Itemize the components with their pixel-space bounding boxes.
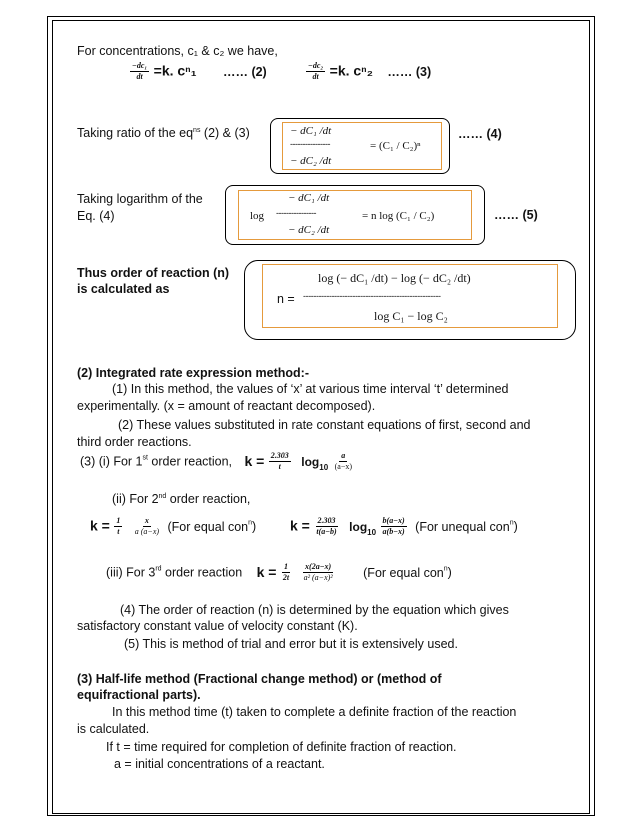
- log-dash: ----------------: [276, 208, 316, 218]
- log-bottom: − dC₂ /dt: [288, 224, 330, 236]
- method2-heading: (2) Integrated rate expression method:-: [77, 366, 309, 380]
- order-n-eq: n =: [277, 292, 295, 306]
- eq3-numerator: −dc₂: [308, 61, 324, 70]
- first-base: 10: [319, 462, 329, 472]
- first-den: t: [278, 462, 281, 471]
- second-equal-k: k =: [90, 517, 110, 534]
- second-equal-note-sup: n: [248, 519, 253, 527]
- first-log: log: [301, 454, 320, 469]
- log-label: …… (5): [494, 208, 538, 222]
- ratio-text: [77, 126, 250, 140]
- third-d2: a² (a−x)²: [303, 573, 333, 582]
- first-order-equation: [80, 452, 354, 472]
- second-equal-n1: 1: [116, 516, 121, 525]
- second-unequal-base: 10: [367, 527, 377, 537]
- third-prefix: (iii) For 3: [106, 565, 156, 580]
- eq2-label: …… (2): [222, 64, 267, 79]
- method2-p4b: satisfactory constant value of velocity constant (K).: [77, 619, 358, 633]
- second-sup: nd: [158, 492, 167, 500]
- method2-p5: (5) This is method of trial and error but it is extensively used.: [124, 637, 458, 651]
- log-text-line1: Taking logarithm of the: [77, 192, 203, 206]
- eq2-rhs: =k. cⁿ₁: [153, 62, 197, 79]
- second-order-label: [112, 492, 250, 506]
- order-text-line1: Thus order of reaction (n): [77, 266, 230, 280]
- eq2-denominator: dt: [136, 72, 143, 81]
- second-unequal-d2: a(b−x): [382, 527, 405, 536]
- second-equal-n2: x: [144, 516, 149, 525]
- second-unequal-fraction-1: [314, 517, 338, 536]
- third-d1: 2t: [282, 573, 290, 582]
- first-aden: (a−x): [334, 462, 352, 471]
- first-k: k =: [244, 452, 265, 469]
- third-note-sup: n: [443, 565, 448, 573]
- eq3-denominator: dt: [312, 72, 319, 81]
- method3-p1b: is calculated.: [77, 722, 150, 736]
- second-unequal-n2: b(a−x): [382, 516, 405, 525]
- first-fraction-1: [269, 452, 291, 471]
- second-equal-d2: a (a−x): [134, 527, 160, 536]
- order-top: log (− dC₁ /dt) − log (− dC₂ /dt): [318, 271, 471, 285]
- ratio-dash: ----------------: [290, 139, 330, 149]
- third-n2: x(2a−x): [305, 562, 332, 571]
- second-unequal-note: (For unequal con: [415, 519, 510, 534]
- method2-p1b: experimentally. (x = amount of reactant decomposed).: [77, 399, 376, 413]
- method3-p3: a = initial concentrations of a reactant.: [114, 757, 325, 771]
- first-prefix: (3) (i) For 1: [80, 454, 143, 469]
- first-num: 2.303: [270, 451, 289, 460]
- third-fraction-1: [281, 563, 291, 582]
- order-text-line2: is calculated as: [77, 282, 170, 296]
- second-equal-fraction-1: [114, 517, 122, 536]
- second-unequal-equation: [290, 517, 518, 537]
- second-prefix: (ii) For 2: [112, 492, 159, 506]
- first-fraction-2: [333, 452, 354, 471]
- second-unequal-log: log: [349, 519, 368, 534]
- method3-p1a: In this method time (t) taken to complete a definite fraction of the reaction: [112, 705, 517, 719]
- log-text-line2: Eq. (4): [77, 209, 115, 223]
- second-equal-fraction-2: [133, 517, 161, 536]
- method3-heading-line1: (3) Half-life method (Fractional change method) or (method of: [77, 672, 442, 686]
- eq2-numerator: −dc₁: [132, 61, 148, 70]
- method3-heading-line2: equifractional parts).: [77, 688, 201, 702]
- intro-text: For concentrations, c₁ & c₂ we have,: [77, 44, 278, 58]
- second-unequal-n1: 2.303: [317, 516, 336, 525]
- log-inner-box: [238, 190, 472, 240]
- third-note-end: ): [447, 565, 452, 580]
- second-equal-d1: t: [117, 527, 120, 536]
- log-top: − dC₁ /dt: [288, 192, 330, 204]
- eq3-fraction: [306, 62, 325, 81]
- eq3-rhs: =k. cⁿ₂: [329, 62, 373, 79]
- method2-p1a: (1) In this method, the values of ‘x’ at various time interval ‘t’ determined: [112, 382, 509, 396]
- order-bottom: log C₁ − log C₂: [374, 309, 448, 323]
- ratio-label: …… (4): [458, 127, 502, 141]
- third-fraction-2: [302, 563, 335, 582]
- second-equal-note-end: ): [252, 519, 257, 534]
- first-sup: st: [142, 454, 148, 462]
- method3-p2: If t = time required for completion of definite fraction of reaction.: [106, 740, 457, 754]
- ratio-rhs: = (C₁ / C₂)ⁿ: [370, 140, 421, 152]
- second-unequal-k: k =: [290, 517, 310, 534]
- ratio-text-a: Taking ratio of the eq: [77, 126, 194, 140]
- ratio-top: − dC₁ /dt: [290, 125, 332, 137]
- first-anum: a: [341, 451, 346, 460]
- method2-p4a: (4) The order of reaction (n) is determined by the equation which gives: [120, 603, 509, 617]
- third-order-equation: [106, 563, 452, 582]
- third-n1: 1: [284, 562, 289, 571]
- third-sup: rd: [155, 565, 162, 573]
- method2-p2b: third order reactions.: [77, 435, 192, 449]
- second-equal-note: (For equal con: [167, 519, 249, 534]
- ratio-bottom: − dC₂ /dt: [290, 155, 332, 167]
- first-suffix: order reaction,: [147, 454, 233, 469]
- third-note: (For equal con: [363, 565, 444, 580]
- ratio-text-b: (2) & (3): [200, 126, 250, 140]
- second-unequal-note-sup: n: [509, 519, 514, 527]
- second-equal-equation: [90, 517, 256, 536]
- second-unequal-d1: t(a−b): [316, 527, 337, 536]
- equation-3: [306, 62, 431, 81]
- eq2-fraction: [130, 62, 149, 81]
- ratio-text-sup: ns: [193, 126, 201, 134]
- second-unequal-fraction-2: [381, 517, 407, 536]
- third-suffix: order reaction: [161, 565, 243, 580]
- method2-p2a: (2) These values substituted in rate constant equations of first, second and: [118, 418, 531, 432]
- second-suffix: order reaction,: [166, 492, 251, 506]
- second-unequal-note-end: ): [513, 519, 518, 534]
- equation-2: [130, 62, 267, 81]
- third-k: k =: [256, 563, 277, 580]
- eq3-label: …… (3): [387, 64, 432, 79]
- log-rhs: = n log (C₁ / C₂): [362, 210, 435, 222]
- order-dash: -----------------------------------------------------: [303, 291, 441, 301]
- log-log: log: [250, 210, 265, 222]
